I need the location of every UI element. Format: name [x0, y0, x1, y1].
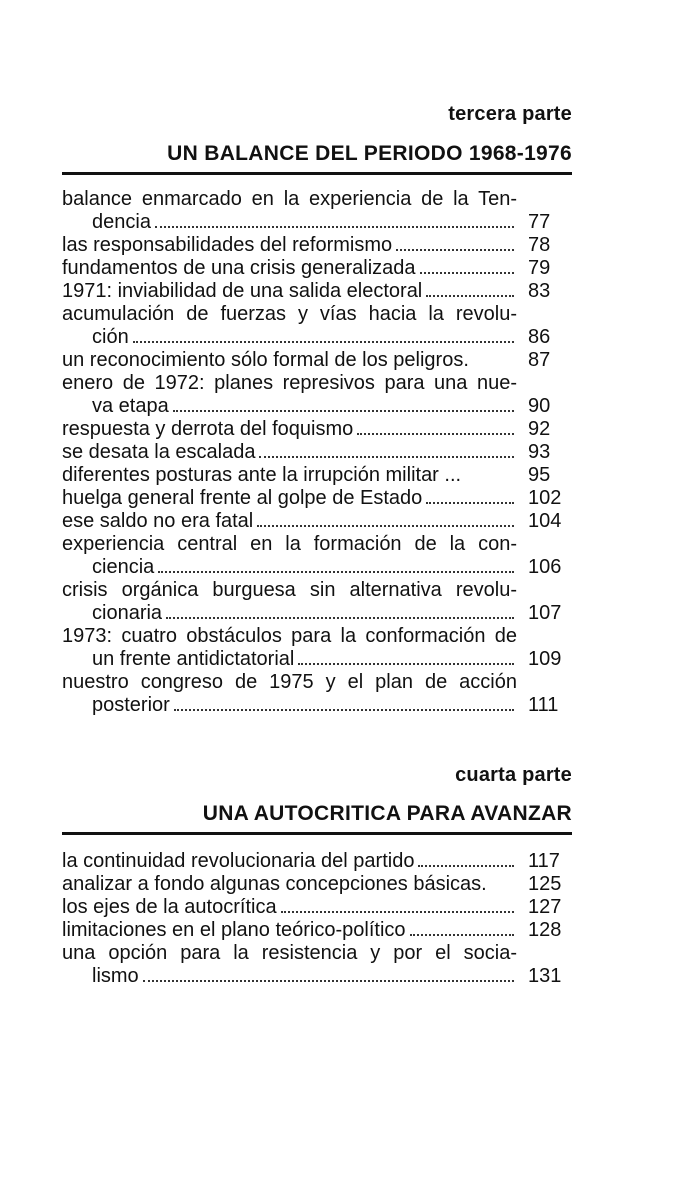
dot-leader: [418, 865, 514, 867]
toc-entry: [62, 579, 574, 625]
toc-entry: [62, 896, 574, 919]
page-number: 79: [528, 257, 551, 279]
dot-leader: [166, 617, 514, 619]
toc-entry: [62, 487, 574, 510]
toc-entry: [62, 280, 574, 303]
section-title: UNA AUTOCRITICA PARA AVANZAR: [202, 802, 572, 825]
page-number: 93: [528, 441, 551, 463]
dot-leader: [158, 571, 514, 573]
page-number: 127: [528, 896, 562, 918]
dot-leader: [426, 502, 514, 504]
page-number: 109: [528, 648, 562, 670]
dot-leader: [298, 663, 514, 665]
toc-entry: [62, 850, 574, 873]
page-number: 106: [528, 556, 562, 578]
toc-entry: [62, 625, 574, 671]
toc-entry-text-line: las responsabilidades del reformismo: [62, 234, 393, 256]
toc-entry-text-line: experiencia central en la formación de la con-: [62, 533, 517, 555]
toc-entry: [62, 234, 574, 257]
toc-entry: [62, 873, 574, 896]
section-label: cuarta parte: [455, 764, 572, 786]
toc-entry-text-line: diferentes posturas ante la irrupción militar ...: [62, 464, 462, 486]
toc-entry: [62, 441, 574, 464]
page-number: 87: [528, 349, 551, 371]
toc-entry: [62, 418, 574, 441]
toc-entry: [62, 188, 574, 234]
toc-entry: [62, 349, 574, 372]
toc-entry: [62, 919, 574, 942]
dot-leader: [357, 433, 514, 435]
page-number: 83: [528, 280, 551, 302]
page-number: 128: [528, 919, 562, 941]
divider-rule: [62, 832, 572, 835]
toc-entry-text-line: lismo: [92, 965, 139, 987]
toc-list: [62, 188, 574, 717]
toc-entry-text-line: 1973: cuatro obstáculos para la conformación de: [62, 625, 517, 647]
page-number: 117: [528, 850, 560, 872]
dot-leader: [410, 934, 514, 936]
toc-entry-text-line: los ejes de la autocrítica: [62, 896, 277, 918]
toc-entry-text-line: crisis orgánica burguesa sin alternativa revolu-: [62, 579, 517, 601]
toc-entry-text-line: limitaciones en el plano teórico-político: [62, 919, 406, 941]
toc-entry-text-line: ese saldo no era fatal: [62, 510, 254, 532]
page-number: 95: [528, 464, 551, 486]
dot-leader: [143, 980, 514, 982]
toc-entry-text-line: enero de 1972: planes represivos para una nue-: [62, 372, 517, 394]
toc-entry-text-line: dencia: [92, 211, 151, 233]
toc-list: [62, 850, 574, 988]
toc-entry-text-line: la continuidad revolucionaria del partido: [62, 850, 415, 872]
dot-leader: [281, 911, 514, 913]
toc-entry-text-line: cionaria: [92, 602, 163, 624]
page-number: 92: [528, 418, 551, 440]
toc-entry: [62, 533, 574, 579]
dot-leader: [257, 525, 514, 527]
toc-entry-text-line: balance enmarcado en la experiencia de la Ten-: [62, 188, 517, 210]
dot-leader: [174, 709, 514, 711]
toc-entry-text-line: fundamentos de una crisis generalizada: [62, 257, 416, 279]
toc-entry: [62, 942, 574, 988]
page-number: 90: [528, 395, 551, 417]
page-number: 77: [528, 211, 551, 233]
dot-leader: [396, 249, 514, 251]
dot-leader: [420, 272, 514, 274]
toc-entry-text-line: ción: [92, 326, 129, 348]
toc-entry: [62, 303, 574, 349]
toc-entry: [62, 464, 574, 487]
dot-leader: [133, 341, 514, 343]
page-number: 125: [528, 873, 562, 895]
page-number: 102: [528, 487, 562, 509]
toc-entry-text-line: 1971: inviabilidad de una salida electoral: [62, 280, 423, 302]
toc-entry-text-line: ciencia: [92, 556, 155, 578]
toc-entry-text-line: acumulación de fuerzas y vías hacia la revolu-: [62, 303, 517, 325]
toc-entry-text-line: nuestro congreso de 1975 y el plan de acción: [62, 671, 517, 693]
divider-rule: [62, 172, 572, 175]
dot-leader: [173, 410, 514, 412]
dot-leader: [426, 295, 514, 297]
toc-entry-text-line: un reconocimiento sólo formal de los peligros.: [62, 349, 469, 371]
toc-entry-text-line: huelga general frente al golpe de Estado: [62, 487, 423, 509]
toc-entry: [62, 257, 574, 280]
toc-entry-text-line: una opción para la resistencia y por el socia-: [62, 942, 517, 964]
page-number: 104: [528, 510, 562, 532]
page-number: 86: [528, 326, 551, 348]
section-label: tercera parte: [448, 103, 572, 125]
dot-leader: [155, 226, 514, 228]
toc-entry-text-line: analizar a fondo algunas concepciones básicas.: [62, 873, 487, 895]
toc-entry-text-line: respuesta y derrota del foquismo: [62, 418, 354, 440]
toc-entry: [62, 671, 574, 717]
toc-entry: [62, 510, 574, 533]
toc-entry-text-line: se desata la escalada: [62, 441, 256, 463]
page-number: 131: [528, 965, 562, 987]
page-number: 111: [528, 694, 559, 716]
dot-leader: [259, 456, 514, 458]
toc-entry-text-line: posterior: [92, 694, 170, 716]
toc-entry: [62, 372, 574, 418]
page-number: 107: [528, 602, 562, 624]
page-number: 78: [528, 234, 551, 256]
toc-entry-text-line: un frente antidictatorial: [92, 648, 295, 670]
section-title: UN BALANCE DEL PERIODO 1968-1976: [167, 142, 572, 165]
toc-entry-text-line: va etapa: [92, 395, 169, 417]
